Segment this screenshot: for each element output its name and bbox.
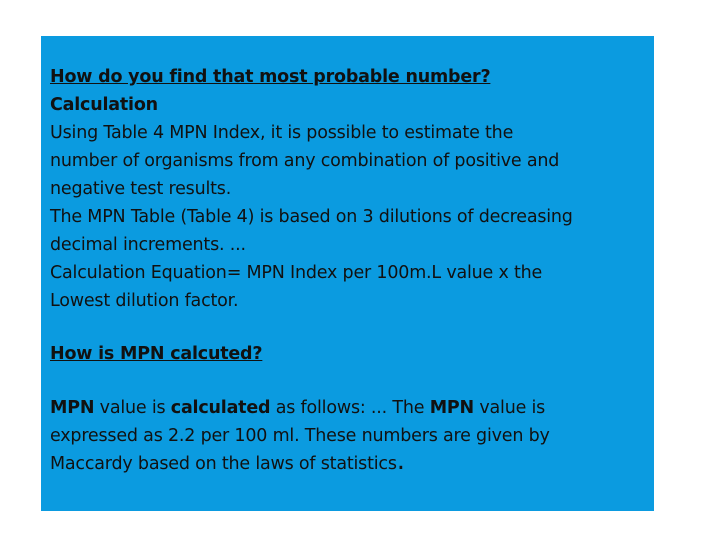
- paragraph-line: number of organisms from any combination of positive and: [50, 151, 560, 171]
- answer-text: Maccardy based on the laws of statistics: [50, 454, 397, 474]
- question-mpn-calculated: How is MPN calcuted?: [50, 344, 263, 364]
- paragraph-line: The MPN Table (Table 4) is based on 3 dilutions of decreasing: [50, 207, 573, 227]
- paragraph-line: Lowest dilution factor.: [50, 291, 239, 311]
- answer-line-3: [50, 446, 648, 478]
- calculation-heading: Calculation: [50, 95, 158, 115]
- calculated-term: calculated: [170, 398, 271, 418]
- paragraph-line: Using Table 4 MPN Index, it is possible to estimate the: [50, 123, 514, 143]
- answer-text: as follows: ... The: [270, 398, 430, 418]
- answer-text: value is: [94, 398, 171, 418]
- content-panel: [41, 36, 654, 511]
- spacer: [50, 368, 648, 394]
- answer-line-1: [50, 394, 648, 422]
- answer-line-2: expressed as 2.2 per 100 ml. These numbers are given by: [50, 426, 550, 446]
- mpn-term: MPN: [50, 398, 95, 418]
- paragraph-line: decimal increments. ...: [50, 235, 246, 255]
- question-most-probable-number: How do you find that most probable number?: [50, 67, 491, 87]
- final-period: .: [396, 446, 405, 476]
- paragraph-line: Calculation Equation= MPN Index per 100m.L value x the: [50, 263, 543, 283]
- mpn-term: MPN: [429, 398, 474, 418]
- answer-text: value is: [473, 398, 546, 418]
- paragraph-line: negative test results.: [50, 179, 232, 199]
- spacer: [50, 315, 648, 340]
